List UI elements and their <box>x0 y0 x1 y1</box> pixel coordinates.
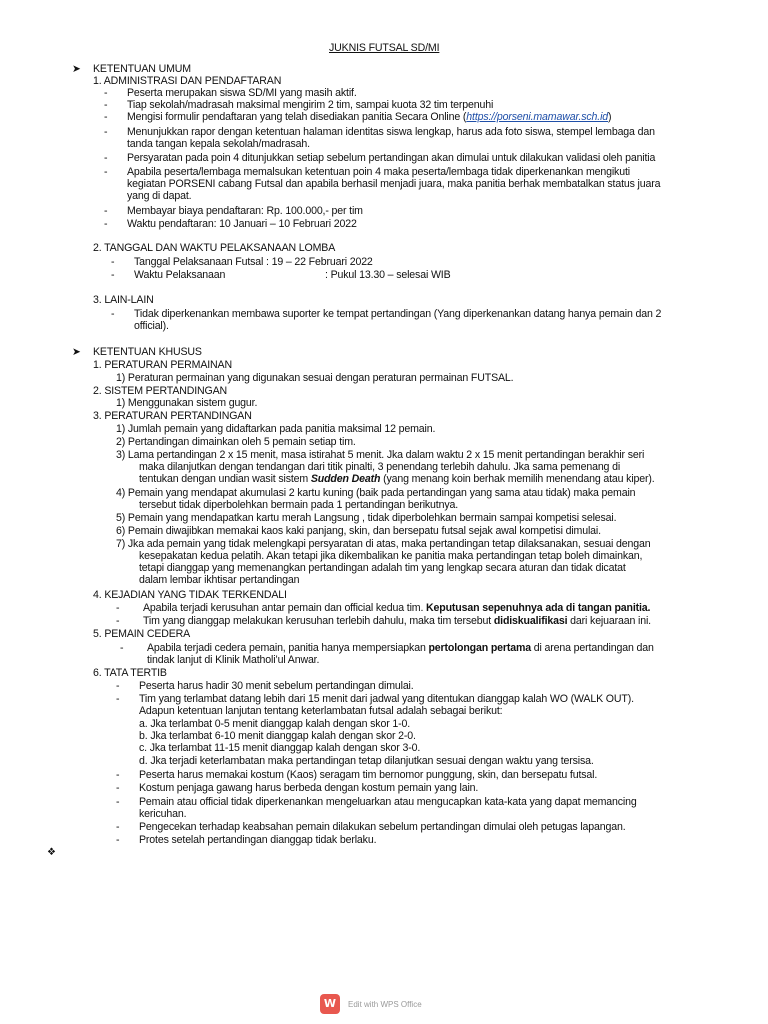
item-text: Apabila terjadi kerusuhan antar pemain dan official kedua tim. <box>143 602 427 614</box>
numbered-item-continuation: dalam lembar ikhtisar pertandingan <box>139 574 300 586</box>
dash-bullet: - <box>116 834 120 846</box>
list-item <box>143 615 651 627</box>
list-item-continuation: kericuhan. <box>139 808 187 820</box>
dash-bullet: - <box>104 99 108 111</box>
dash-bullet: - <box>116 680 120 692</box>
list-item: Membayar biaya pendaftaran: Rp. 100.000,- per tim <box>127 205 363 217</box>
dash-bullet: - <box>116 782 120 794</box>
section-heading-khusus: KETENTUAN KHUSUS <box>93 346 202 358</box>
page-title: JUKNIS FUTSAL SD/MI <box>329 42 440 54</box>
list-item: Protes setelah pertandingan dianggap tidak berlaku. <box>139 834 377 846</box>
lettered-item: c. Jka terlambat 11-15 menit dianggap kalah dengan skor 3-0. <box>139 742 421 754</box>
list-item: Menunjukkan rapor dengan ketentuan halaman identitas siswa lengkap, harus ada foto siswa, stempel lembaga dan <box>127 126 655 138</box>
numbered-item-continuation: kesepakatan kedua pelatih. Akan tetapi jika dikembalikan ke panitia maka pertandingan tetap boleh dimainkan, <box>139 550 643 562</box>
wps-logo-icon <box>320 994 340 1014</box>
lettered-item: b. Jka terlambat 6-10 menit dianggap kalah dengan skor 2-0. <box>139 730 416 742</box>
diamond-bullet-icon: ❖ <box>47 847 56 858</box>
subsection-heading: 6. TATA TERTIB <box>93 667 167 679</box>
list-item: Peserta harus hadir 30 menit sebelum pertandingan dimulai. <box>139 680 414 692</box>
dash-bullet: - <box>104 166 108 178</box>
list-item: Peserta harus memakai kostum (Kaos) seragam tim bernomor punggung, skin, dan bersepatu futsal. <box>139 769 598 781</box>
dash-bullet: - <box>116 769 120 781</box>
numbered-item: 5) Pemain yang mendapatkan kartu merah Langsung , tidak diperbolehkan bermain sampai kompetisi selesai. <box>116 512 617 524</box>
dash-bullet: - <box>104 126 108 138</box>
subsection-heading: 3. PERATURAN PERTANDINGAN <box>93 410 252 422</box>
subsection-heading: 3. LAIN-LAIN <box>93 294 154 306</box>
numbered-item: 1) Peraturan permainan yang digunakan sesuai dengan peraturan permainan FUTSAL. <box>116 372 514 384</box>
list-item: Pemain atau official tidak diperkenankan mengeluarkan atau mengucapkan kata-kata yang dapat memancing <box>139 796 637 808</box>
list-item-continuation: tanda tangan kepala sekolah/madrasah. <box>127 138 310 150</box>
list-item <box>147 642 654 654</box>
item-text: Apabila terjadi cedera pemain, panitia hanya mempersiapkan <box>147 642 429 654</box>
dash-bullet: - <box>116 796 120 808</box>
dash-bullet: - <box>104 111 108 123</box>
list-item: Tanggal Pelaksanaan Futsal : 19 – 22 Februari 2022 <box>134 256 373 268</box>
list-item: Kostum penjaga gawang harus berbeda dengan kostum pemain yang lain. <box>139 782 479 794</box>
list-item-continuation: yang di dapat. <box>127 190 192 202</box>
wps-watermark-text: Edit with WPS Office <box>348 999 422 1009</box>
list-item-continuation: tindak lanjut di Klinik Matholi’ul Anwar. <box>147 654 320 666</box>
dash-bullet: - <box>116 615 120 627</box>
arrow-bullet-icon: ➤ <box>72 63 81 75</box>
bold-text: pertolongan pertama <box>428 642 531 654</box>
dash-bullet: - <box>104 218 108 230</box>
numbered-item: 1) Menggunakan sistem gugur. <box>116 397 258 409</box>
numbered-item: 1) Jumlah pemain yang didaftarkan pada panitia maksimal 12 pemain. <box>116 423 436 435</box>
numbered-item-continuation: maka dilanjutkan dengan tendangan dari titik pinalti, 3 penendang terlebih dahulu. Jka sama pemenang di <box>139 461 621 473</box>
subsection-heading: 2. SISTEM PERTANDINGAN <box>93 385 228 397</box>
subsection-heading: 1. PERATURAN PERMAINAN <box>93 359 232 371</box>
dash-bullet: - <box>116 821 120 833</box>
numbered-item-continuation: tetapi dianggap yang memenangkan pertandingan adalah tim yang lengkap secara aturan dan tidak dicatat <box>139 562 626 574</box>
sudden-death-term: Sudden Death <box>310 473 381 485</box>
item-text: tentukan dengan undian wasit sistem <box>139 473 311 485</box>
lettered-item: d. Jka terjadi keterlambatan maka pertandingan tetap dilanjutkan sesuai dengan waktu yang tersisa. <box>139 755 594 767</box>
bold-text: Keputusan sepenuhnya ada di tangan panitia. <box>426 602 651 614</box>
list-item: Tim yang terlambat datang lebih dari 15 menit dari jadwal yang ditentukan dianggap kalah WO (WALK OUT). <box>139 693 634 705</box>
dash-bullet: - <box>111 308 115 320</box>
list-item-text: ) <box>608 111 612 123</box>
item-text: Tim yang dianggap melakukan kerusuhan terlebih dahulu, maka tim tersebut <box>143 615 494 627</box>
dash-bullet: - <box>104 152 108 164</box>
list-item-label: Waktu Pelaksanaan <box>134 269 226 281</box>
list-item <box>143 602 650 614</box>
numbered-item: 2) Pertandingan dimainkan oleh 5 pemain setiap tim. <box>116 436 356 448</box>
item-text: di arena pertandingan dan <box>531 642 654 654</box>
list-item: Pengecekan terhadap keabsahan pemain dilakukan sebelum pertandingan dimulai oleh petugas lapangan. <box>139 821 626 833</box>
numbered-item-continuation: tersebut tidak diperbolehkan bermain pada 1 pertandingan berikutnya. <box>139 499 459 511</box>
numbered-item-continuation <box>139 473 655 485</box>
list-item: Tiap sekolah/madrasah maksimal mengirim 2 tim, sampai kuota 32 tim terpenuhi <box>127 99 494 111</box>
item-text: dari kejuaraan ini. <box>567 615 651 627</box>
arrow-bullet-icon: ➤ <box>72 346 81 358</box>
list-item-continuation: Adapun ketentuan lanjutan tentang keterlambatan futsal adalah sebagai berikut: <box>139 705 503 717</box>
subsection-heading: 4. KEJADIAN YANG TIDAK TERKENDALI <box>93 589 287 601</box>
bold-text: didiskualifikasi <box>493 615 568 627</box>
registration-link[interactable]: https://porseni.mamawar.sch.id <box>466 111 609 123</box>
dash-bullet: - <box>104 87 108 99</box>
numbered-item: 4) Pemain yang mendapat akumulasi 2 kartu kuning (baik pada pertandingan yang sama atau tidak) maka pemain <box>116 487 636 499</box>
list-item: Peserta merupakan siswa SD/MI yang masih aktif. <box>127 87 357 99</box>
list-item-continuation: official). <box>134 320 169 332</box>
section-heading-umum: KETENTUAN UMUM <box>93 63 191 75</box>
list-item: Tidak diperkenankan membawa suporter ke tempat pertandingan (Yang diperkenankan datang hanya pemain dan 2 <box>134 308 662 320</box>
numbered-item: 3) Lama pertandingan 2 x 15 menit, masa istirahat 5 menit. Jka dalam waktu 2 x 15 menit pertandingan berakhir seri <box>116 449 645 461</box>
subsection-heading: 2. TANGGAL DAN WAKTU PELAKSANAAN LOMBA <box>93 242 336 254</box>
list-item-text: Mengisi formulir pendaftaran yang telah disediakan panitia Secara Online ( <box>127 111 467 123</box>
numbered-item: 7) Jka ada pemain yang tidak melengkapi persyaratan di atas, maka pertandingan tetap dilaksanakan, sesuai dengan <box>116 538 651 550</box>
wps-watermark <box>320 994 422 1014</box>
subsection-heading: 1. ADMINISTRASI DAN PENDAFTARAN <box>93 75 282 87</box>
subsection-heading: 5. PEMAIN CEDERA <box>93 628 191 640</box>
dash-bullet: - <box>116 693 120 705</box>
list-item <box>127 111 611 123</box>
dash-bullet: - <box>111 256 115 268</box>
numbered-item: 6) Pemain diwajibkan memakai kaos kaki panjang, skin, dan bersepatu futsal sejak awal kompetisi dimulai. <box>116 525 601 537</box>
list-item: Waktu pendaftaran: 10 Januari – 10 Februari 2022 <box>127 218 357 230</box>
item-text: (yang menang koin berhak memilih menendang atau kiper). <box>380 473 655 485</box>
list-item: Apabila peserta/lembaga memalsukan ketentuan poin 4 maka peserta/lembaga tidak diperkenankan mengikuti <box>127 166 630 178</box>
dash-bullet: - <box>120 642 124 654</box>
list-item-continuation: kegiatan PORSENI cabang Futsal dan apabila berhasil menjadi juara, maka panitia berhak membatalkan status juara <box>127 178 661 190</box>
list-item-value: : Pukul 13.30 – selesai WIB <box>325 269 451 281</box>
dash-bullet: - <box>116 602 120 614</box>
dash-bullet: - <box>104 205 108 217</box>
list-item: Persyaratan pada poin 4 ditunjukkan setiap sebelum pertandingan akan dimulai untuk dilakukan validasi oleh panitia <box>127 152 656 164</box>
lettered-item: a. Jka terlambat 0-5 menit dianggap kalah dengan skor 1-0. <box>139 718 411 730</box>
dash-bullet: - <box>111 269 115 281</box>
